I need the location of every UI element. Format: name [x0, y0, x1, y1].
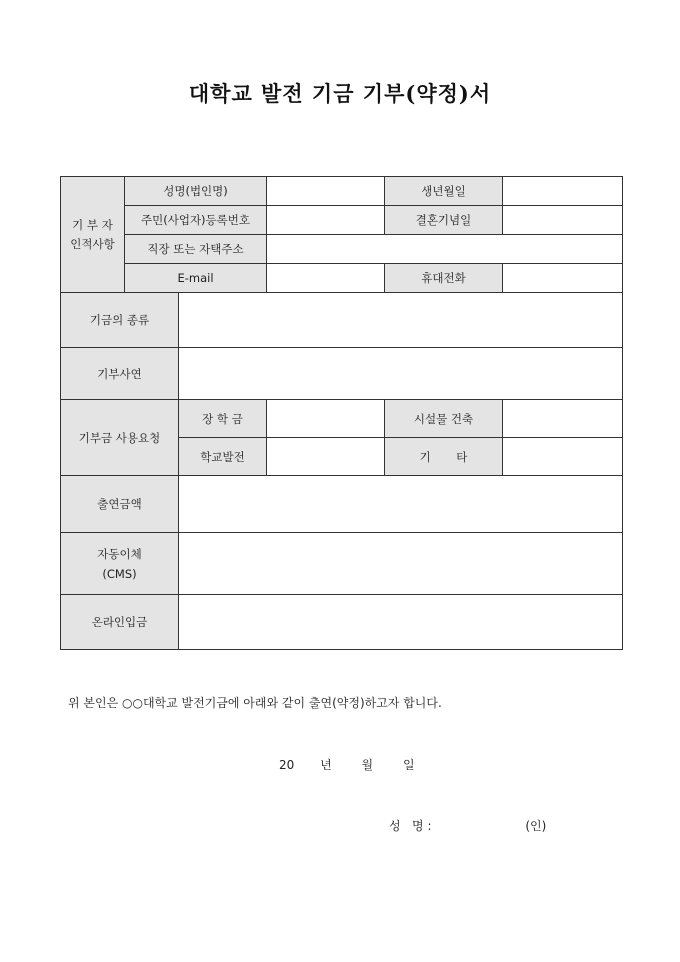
address-label: 직장 또는 자택주소	[125, 235, 267, 264]
fund-type-label: 기금의 종류	[61, 293, 179, 348]
birth-label: 생년월일	[385, 177, 503, 206]
reg-no-label: 주민(사업자)등록번호	[125, 206, 267, 235]
usage-development-field[interactable]	[267, 438, 385, 476]
phone-label: 휴대전화	[385, 264, 503, 293]
anniversary-label: 결혼기념일	[385, 206, 503, 235]
reg-no-field[interactable]	[267, 206, 385, 235]
transfer-label-line1: 자동이체	[97, 547, 142, 561]
usage-facility-field[interactable]	[503, 400, 623, 438]
transfer-label-line2: (CMS)	[102, 567, 137, 581]
online-label: 온라인입금	[61, 595, 179, 650]
name-field[interactable]	[267, 177, 385, 206]
reason-label: 기부사연	[61, 348, 179, 400]
fund-type-field[interactable]	[179, 293, 623, 348]
transfer-label	[61, 533, 179, 595]
usage-facility-label: 시설물 건축	[385, 400, 503, 438]
donor-label-line1: 기 부 자	[72, 218, 113, 232]
transfer-field[interactable]	[179, 533, 623, 595]
address-field[interactable]	[267, 235, 623, 264]
usage-other-label: 기 타	[385, 438, 503, 476]
donor-label-line2: 인적사항	[70, 237, 115, 251]
date-month-unit: 월	[361, 758, 374, 772]
pledge-statement: 위 본인은 ○○대학교 발전기금에 아래와 같이 출연(약정)하고자 합니다.	[68, 696, 442, 710]
usage-label: 기부금 사용요청	[61, 400, 179, 476]
donor-info-label	[61, 177, 125, 293]
page-title: 대학교 발전 기금 기부(약정)서	[188, 81, 492, 106]
usage-scholarship-field[interactable]	[267, 400, 385, 438]
email-label: E-mail	[125, 264, 267, 293]
date-line	[279, 756, 415, 773]
online-field[interactable]	[179, 595, 623, 650]
signature-line	[389, 817, 546, 834]
amount-field[interactable]	[179, 476, 623, 533]
signature-seal: (인)	[525, 819, 547, 833]
date-year: 20	[279, 758, 295, 772]
birth-field[interactable]	[503, 177, 623, 206]
phone-field[interactable]	[503, 264, 623, 293]
email-field[interactable]	[267, 264, 385, 293]
anniversary-field[interactable]	[503, 206, 623, 235]
reason-field[interactable]	[179, 348, 623, 400]
date-day-unit: 일	[402, 758, 415, 772]
donation-form-table	[60, 176, 623, 650]
date-year-unit: 년	[320, 758, 332, 772]
usage-scholarship-label: 장 학 금	[179, 400, 267, 438]
signature-label: 성 명 :	[389, 819, 432, 833]
amount-label: 출연금액	[61, 476, 179, 533]
name-label: 성명(법인명)	[125, 177, 267, 206]
usage-development-label: 학교발전	[179, 438, 267, 476]
usage-other-field[interactable]	[503, 438, 623, 476]
